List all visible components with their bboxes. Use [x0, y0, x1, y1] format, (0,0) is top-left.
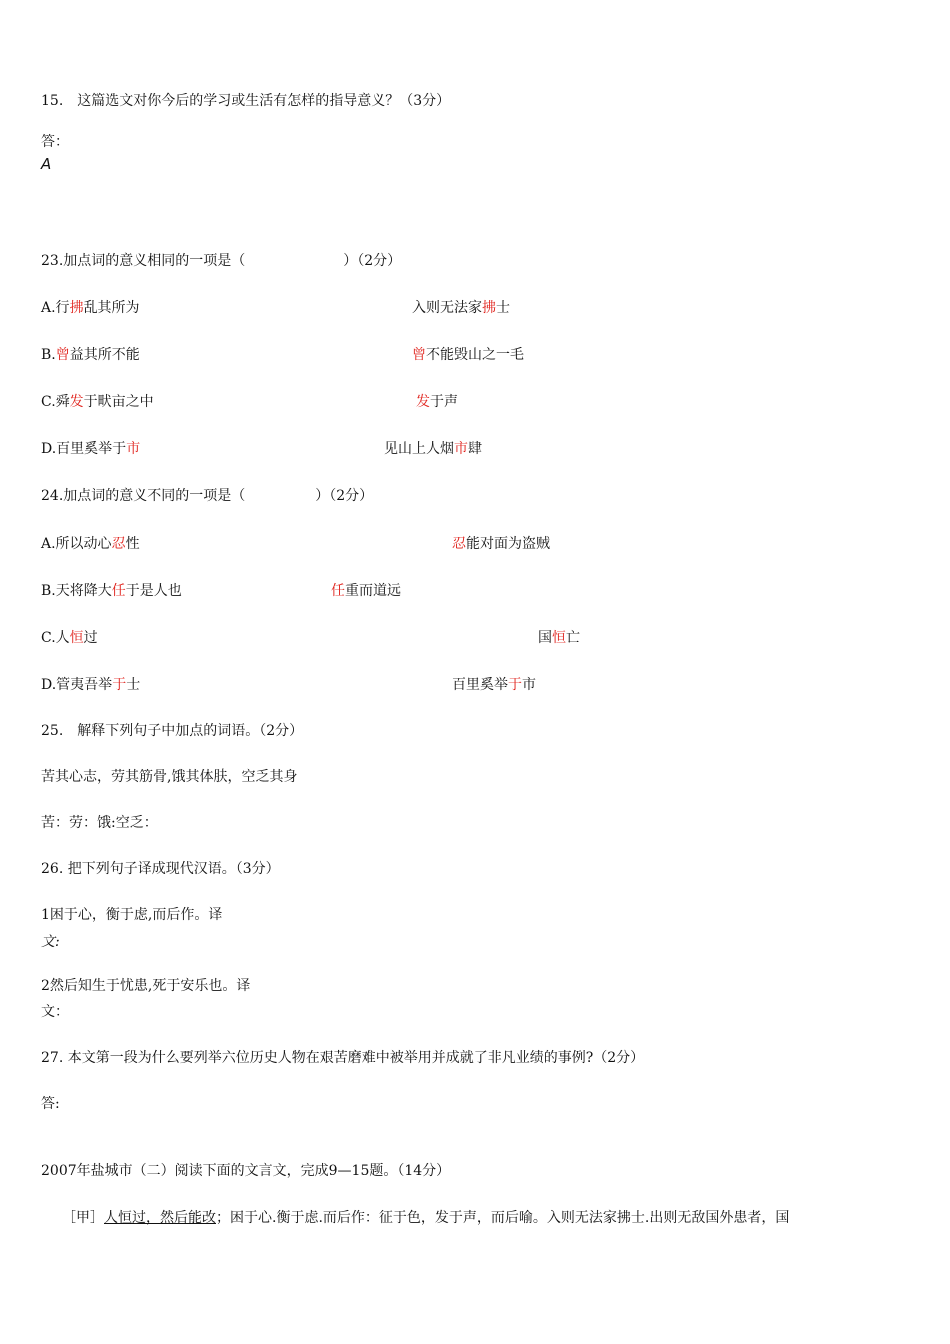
q24-option-c-right: 国恒亡 — [538, 630, 580, 646]
q24-option-c-left: C.人恒过 — [41, 630, 98, 646]
q23-option-a-left: A.行拂乱其所为 — [41, 300, 140, 316]
q26-stem: 26. 把下列句子译成现代汉语。（3分） — [41, 861, 280, 877]
q23-option-d-right: 见山上人烟市肆 — [384, 441, 482, 457]
q24-option-d-left: D.管夷吾举于士 — [41, 677, 141, 693]
q15-answer-label: 答： — [41, 134, 69, 150]
q24-option-a-left: A.所以动心忍性 — [41, 536, 140, 552]
passage-rest: ；困于心.衡于虑.而后作：征于色，发于声，而后喻。入则无法家拂士.出则无敌国外患者，国 — [216, 1210, 790, 1226]
q27-answer-label: 答: — [41, 1096, 60, 1112]
q26-sentence-2-label: 文： — [41, 1004, 69, 1020]
q23-option-a-right: 入则无法家拂士 — [412, 300, 510, 316]
q25-sentence: 苦其心志，劳其筋骨,饿其体肤，空乏其身 — [41, 769, 298, 785]
q27-stem: 27. 本文第一段为什么要列举六位历史人物在艰苦磨难中被举用并成就了非凡业绩的事例?（2分） — [41, 1050, 645, 1066]
q26-sentence-1: 1困于心，衡于虑,而后作。译 — [41, 907, 223, 923]
q24-option-d-right: 百里奚举于市 — [452, 677, 536, 693]
q25-stem: 25. 解释下列句子中加点的词语。（2分） — [41, 723, 304, 739]
q24-stem: 24.加点词的意义不同的一项是（ ）（2分） — [41, 488, 374, 504]
section-title: 2007年盐城市（二）阅读下面的文言文，完成9—15题。（14分） — [41, 1163, 451, 1179]
q26-sentence-1-label: 文: — [41, 934, 60, 950]
q23-option-b-left: B.曾益其所不能 — [41, 347, 140, 363]
passage-tag: ［甲］ — [62, 1210, 104, 1226]
q23-option-c-left: C.舜发于畎亩之中 — [41, 394, 154, 410]
q25-answer-prompts: 苦：劳：饿:空乏： — [41, 815, 158, 831]
q26-sentence-2: 2然后知生于忧患,死于安乐也。译 — [41, 978, 251, 994]
q23-option-d-left: D.百里奚举于市 — [41, 441, 141, 457]
q23-stem: 23.加点词的意义相同的一项是（ ）（2分） — [41, 253, 402, 269]
q24-option-b-right: 任重而道远 — [331, 583, 401, 599]
q15-question: 15. 这篇选文对你今后的学习或生活有怎样的指导意义？（3分） — [41, 93, 451, 109]
q23-option-b-right: 曾不能毁山之一毛 — [412, 347, 524, 363]
q23-option-c-right: 发于声 — [416, 394, 458, 410]
q24-option-b-left: B.天将降大任于是人也 — [41, 583, 182, 599]
passage-first-line — [62, 1209, 789, 1227]
passage-underlined-phrase: 人恒过，然后能改 — [104, 1210, 216, 1226]
q24-option-a-right: 忍能对面为盗贼 — [452, 536, 550, 552]
q15-answer-mark: A — [41, 155, 52, 173]
